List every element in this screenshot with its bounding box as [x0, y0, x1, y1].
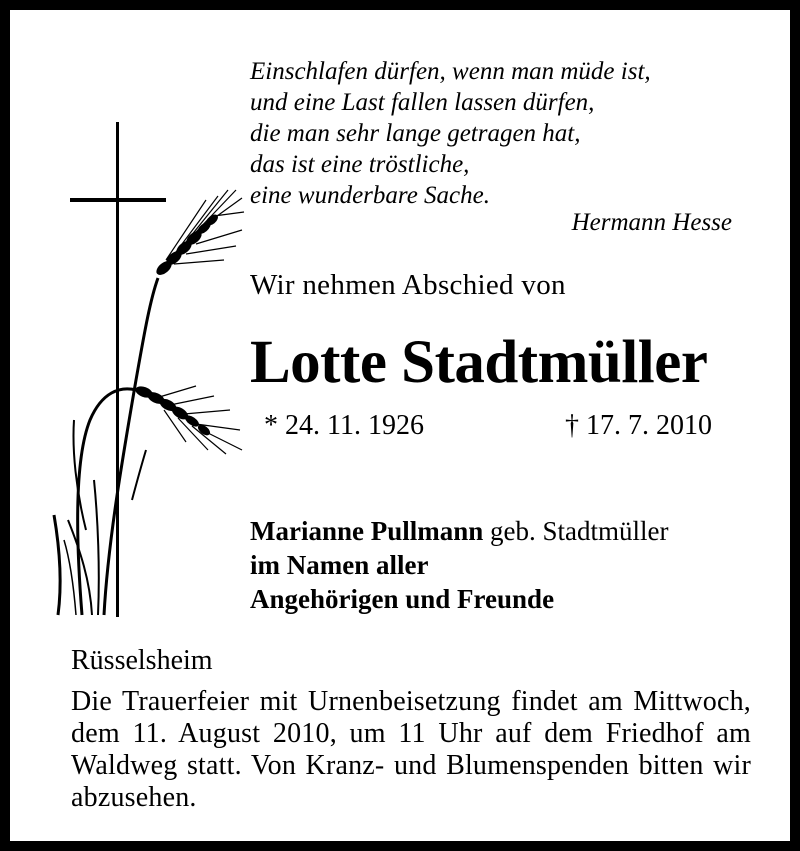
poem-line: die man sehr lange getragen hat, [250, 120, 581, 147]
mourner-name: Marianne Pullmann [250, 516, 484, 546]
poem-line: Einschlafen dürfen, wenn man müde ist, [250, 58, 651, 85]
mourners-block [250, 514, 669, 616]
deceased-name: Lotte Stadtmüller [250, 329, 708, 396]
poem-line: und eine Last fallen lassen dürfen, [250, 89, 595, 116]
poem-author: Hermann Hesse [571, 209, 732, 236]
birth-date: * 24. 11. 1926 [264, 410, 424, 441]
funeral-notice: Die Trauerfeier mit Urnenbeisetzung findet am Mittwoch, dem 11. August 2010, um 11 Uhr auf dem Friedhof am Waldweg statt. Von Kranz- und Blumenspenden bitten wir abzusehen. [71, 686, 751, 813]
farewell-intro: Wir nehmen Abschied von [250, 269, 566, 301]
mourner-name-line [250, 514, 669, 548]
mourner-maiden-name: geb. Stadtmüller [490, 516, 669, 546]
mourners-line-2: im Namen aller [250, 550, 429, 580]
poem-line: eine wunderbare Sache. [250, 182, 490, 209]
mourners-line-3: Angehörigen und Freunde [250, 584, 555, 614]
poem [250, 56, 651, 211]
cross-with-wheat-icon [46, 120, 246, 620]
location: Rüsselsheim [71, 645, 213, 676]
death-date: † 17. 7. 2010 [565, 410, 712, 441]
poem-line: das ist eine tröstliche, [250, 151, 470, 178]
